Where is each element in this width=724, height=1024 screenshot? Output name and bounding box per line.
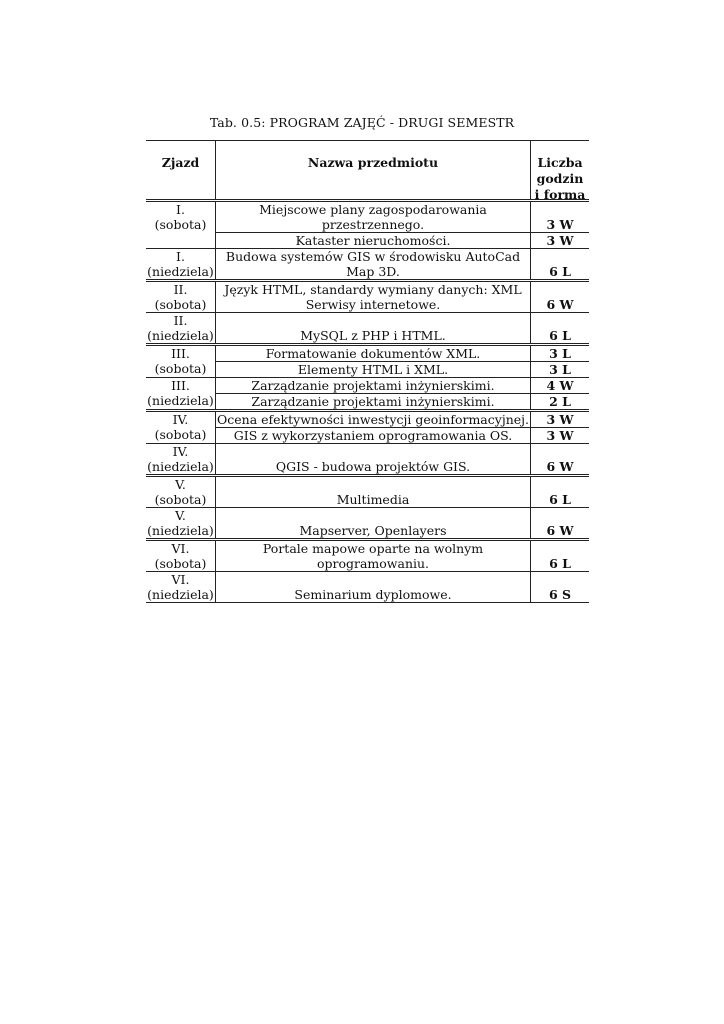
zjazd-cell bbox=[146, 508, 215, 538]
subject-name: Mapserver, Openlayers bbox=[299, 523, 447, 538]
hours-value: 3 W bbox=[531, 412, 589, 428]
subject-cell bbox=[215, 541, 531, 571]
hours-value: 3 W bbox=[546, 233, 574, 248]
zjazd-line: (niedziela) bbox=[147, 587, 214, 602]
hours-cell bbox=[531, 346, 589, 377]
header-hours-line: i forma bbox=[534, 187, 586, 202]
table-group bbox=[146, 343, 589, 409]
table-group bbox=[146, 199, 589, 279]
table-row bbox=[146, 412, 589, 443]
zjazd-line: (niedziela) bbox=[147, 523, 214, 538]
zjazd-line: (niedziela) bbox=[147, 328, 214, 343]
hours-value: 6 S bbox=[548, 587, 572, 602]
zjazd-cell bbox=[146, 249, 215, 279]
table-row bbox=[146, 477, 589, 507]
zjazd-line: (sobota) bbox=[154, 427, 207, 442]
subject-name: Zarządzanie projektami inżynierskimi. bbox=[216, 378, 530, 394]
header-zjazd: Zjazd bbox=[161, 155, 200, 170]
hours-cell bbox=[531, 249, 589, 279]
zjazd-line: (sobota) bbox=[154, 556, 207, 571]
hours-cell bbox=[531, 313, 589, 343]
table-group bbox=[146, 279, 589, 343]
zjazd-line: V. bbox=[175, 508, 186, 523]
hours-value: 6 L bbox=[549, 328, 571, 343]
subject-cell bbox=[215, 572, 531, 602]
subject-name: Seminarium dyplomowe. bbox=[294, 587, 452, 602]
zjazd-cell bbox=[146, 477, 215, 507]
zjazd-line: II. bbox=[173, 282, 188, 297]
subject-name: Ocena efektywności inwestycji geoinformacyjnej. bbox=[217, 412, 529, 427]
subject-name: Zarządzanie projektami inżynierskimi. bbox=[251, 394, 495, 409]
hours-value: 3 L bbox=[531, 346, 589, 362]
table-row bbox=[146, 346, 589, 377]
hours-value: 3 W bbox=[546, 428, 574, 443]
zjazd-line: I. bbox=[176, 249, 185, 264]
zjazd-cell bbox=[146, 444, 215, 474]
table-row bbox=[146, 248, 589, 279]
zjazd-line: (sobota) bbox=[154, 492, 207, 507]
hours-value: 3 W bbox=[531, 217, 589, 233]
subject-name: GIS z wykorzystaniem oprogramowania OS. bbox=[233, 428, 513, 443]
zjazd-line: I. bbox=[176, 202, 185, 217]
hours-cell bbox=[531, 282, 589, 312]
hours-value: 4 W bbox=[531, 378, 589, 394]
hours-value: 6 L bbox=[549, 556, 571, 571]
zjazd-line: IV. bbox=[172, 444, 189, 459]
zjazd-cell bbox=[146, 378, 215, 409]
subject-name: Miejscowe plany zagospodarowania przestrzennego. bbox=[216, 202, 530, 233]
subject-cell bbox=[215, 346, 531, 377]
hours-cell bbox=[531, 477, 589, 507]
subject-cell bbox=[215, 202, 531, 248]
hours-cell bbox=[531, 378, 589, 409]
table-row bbox=[146, 541, 589, 571]
zjazd-cell bbox=[146, 412, 215, 443]
hours-value: 6 L bbox=[549, 264, 571, 279]
table-body bbox=[146, 199, 589, 602]
zjazd-line: V. bbox=[175, 477, 186, 492]
subject-name: QGIS - budowa projektów GIS. bbox=[275, 459, 471, 474]
hours-value: 6 W bbox=[546, 459, 574, 474]
hours-value: 6 W bbox=[546, 297, 574, 312]
header-hours bbox=[531, 141, 589, 202]
header-hours-line: Liczba bbox=[537, 155, 583, 170]
hours-value: 3 L bbox=[549, 362, 571, 377]
subject-name: MySQL z PHP i HTML. bbox=[300, 328, 446, 343]
subject-cell bbox=[215, 378, 531, 409]
hours-value: 2 L bbox=[549, 394, 571, 409]
zjazd-cell bbox=[146, 541, 215, 571]
schedule-table bbox=[146, 140, 589, 603]
table-row bbox=[146, 571, 589, 602]
table-row bbox=[146, 443, 589, 474]
zjazd-line: (niedziela) bbox=[147, 393, 214, 408]
zjazd-line: (niedziela) bbox=[147, 459, 214, 474]
table-group bbox=[146, 538, 589, 602]
hours-cell bbox=[531, 572, 589, 602]
zjazd-cell bbox=[146, 282, 215, 312]
subject-cell bbox=[215, 508, 531, 538]
hours-value: 6 L bbox=[549, 492, 571, 507]
zjazd-cell bbox=[146, 313, 215, 343]
zjazd-cell bbox=[146, 346, 215, 377]
zjazd-line: III. bbox=[171, 378, 190, 393]
subject-name: Portale mapowe oparte na wolnym oprogramowaniu. bbox=[262, 541, 484, 571]
hours-cell bbox=[531, 412, 589, 443]
table-row bbox=[146, 202, 589, 248]
table-group bbox=[146, 409, 589, 474]
hours-cell bbox=[531, 444, 589, 474]
subject-name: Kataster nieruchomości. bbox=[295, 233, 451, 248]
zjazd-line: III. bbox=[171, 346, 190, 361]
header-subject: Nazwa przedmiotu bbox=[215, 141, 531, 199]
zjazd-line: (sobota) bbox=[154, 361, 207, 376]
subject-name: Język HTML, standardy wymiany danych: XML bbox=[224, 282, 522, 297]
table-row bbox=[146, 312, 589, 343]
subject-cell bbox=[215, 249, 531, 279]
zjazd-cell bbox=[146, 202, 215, 248]
subject-cell bbox=[215, 477, 531, 507]
hours-cell bbox=[531, 202, 589, 248]
table-header bbox=[146, 141, 589, 202]
table-row bbox=[146, 507, 589, 538]
hours-cell bbox=[531, 541, 589, 571]
table-row bbox=[146, 282, 589, 312]
subject-cell bbox=[215, 282, 531, 312]
table-group bbox=[146, 474, 589, 538]
table-caption: Tab. 0.5: PROGRAM ZAJĘĆ - DRUGI SEMESTR bbox=[209, 115, 515, 130]
subject-name: Elementy HTML i XML. bbox=[297, 362, 449, 377]
zjazd-line: II. bbox=[173, 313, 188, 328]
subject-name: Formatowanie dokumentów XML. bbox=[216, 346, 530, 362]
table-row bbox=[146, 377, 589, 409]
subject-cell bbox=[215, 444, 531, 474]
zjazd-cell bbox=[146, 572, 215, 602]
header-hours-line: godzin bbox=[536, 171, 584, 186]
subject-cell bbox=[215, 412, 531, 443]
zjazd-line: VI. bbox=[171, 572, 190, 587]
zjazd-line: VI. bbox=[171, 541, 190, 556]
subject-name: Multimedia bbox=[336, 492, 410, 507]
subject-name: Budowa systemów GIS w środowisku AutoCad Map 3D. bbox=[225, 249, 521, 279]
zjazd-line: IV. bbox=[172, 412, 189, 427]
zjazd-line: (niedziela) bbox=[147, 264, 214, 279]
zjazd-line: (sobota) bbox=[154, 297, 207, 312]
hours-cell bbox=[531, 508, 589, 538]
subject-name: Serwisy internetowe. bbox=[305, 297, 441, 312]
zjazd-line: (sobota) bbox=[154, 217, 207, 232]
hours-value: 6 W bbox=[546, 523, 574, 538]
subject-cell bbox=[215, 313, 531, 343]
